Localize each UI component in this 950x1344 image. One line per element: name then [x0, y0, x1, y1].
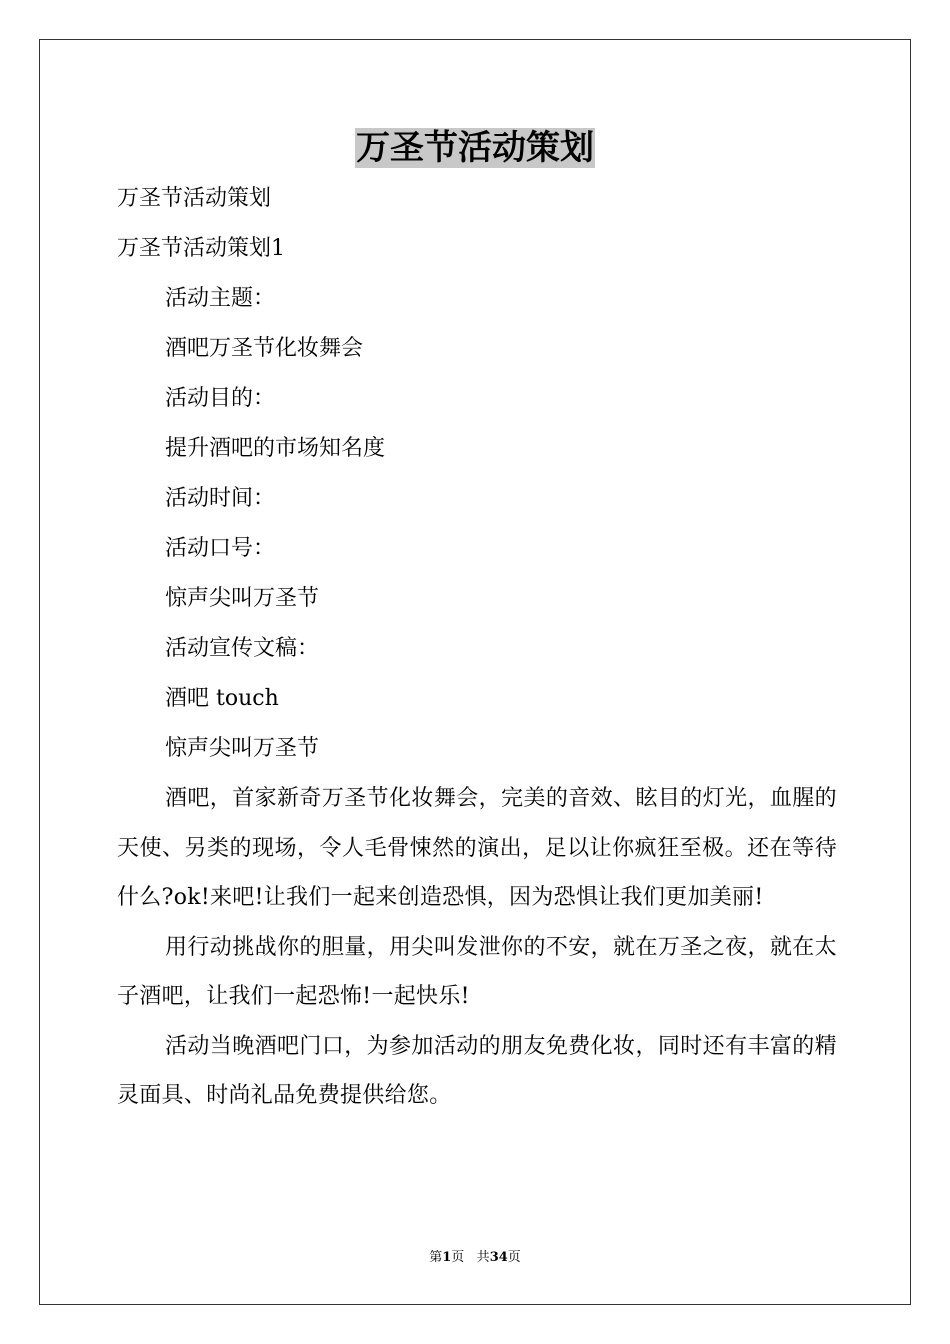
footer-page-prefix: 第 [429, 1250, 443, 1265]
footer-page-number: 1 [442, 1250, 452, 1265]
paragraph-intro: 酒吧，首家新奇万圣节化妆舞会，完美的音效、眩目的灯光，血腥的天使、另类的现场，令人毛骨悚然的演出，足以让你疯狂至极。还在等待什么?ok!来吧!让我们一起来创造恐惧，因为恐惧让我们更加美丽! [117, 786, 837, 910]
subtitle-line: 万圣节活动策划 [117, 186, 272, 211]
footer-total-pages: 34 [489, 1250, 508, 1265]
document-body [117, 174, 837, 1121]
value-theme: 酒吧万圣节化妆舞会 [165, 336, 364, 361]
value-purpose: 提升酒吧的市场知名度 [165, 436, 386, 461]
paragraph-makeup: 活动当晚酒吧门口，为参加活动的朋友免费化妆，同时还有丰富的精灵面具、时尚礼品免费提供给您。 [117, 1033, 837, 1108]
label-time: 活动时间： [165, 486, 276, 511]
footer-page-suffix: 页 [451, 1250, 465, 1265]
title-container [0, 128, 950, 168]
page-footer [0, 1246, 950, 1265]
document-title: 万圣节活动策划 [356, 128, 594, 168]
paragraph-challenge: 用行动挑战你的胆量，用尖叫发泄你的不安，就在万圣之夜，就在太子酒吧，让我们一起恐怖!一起快乐! [117, 934, 837, 1009]
label-promo-copy: 活动宣传文稿： [165, 636, 320, 661]
section-heading: 万圣节活动策划1 [117, 236, 285, 261]
value-slogan: 惊声尖叫万圣节 [165, 586, 320, 611]
footer-total-suffix: 页 [507, 1250, 521, 1265]
footer-total-prefix: 共 [476, 1250, 490, 1265]
label-purpose: 活动目的： [165, 386, 276, 411]
label-slogan: 活动口号： [165, 536, 276, 561]
label-theme: 活动主题： [165, 286, 276, 311]
value-slogan-repeat: 惊声尖叫万圣节 [165, 736, 320, 761]
value-bar-name: 酒吧 touch [165, 686, 279, 711]
